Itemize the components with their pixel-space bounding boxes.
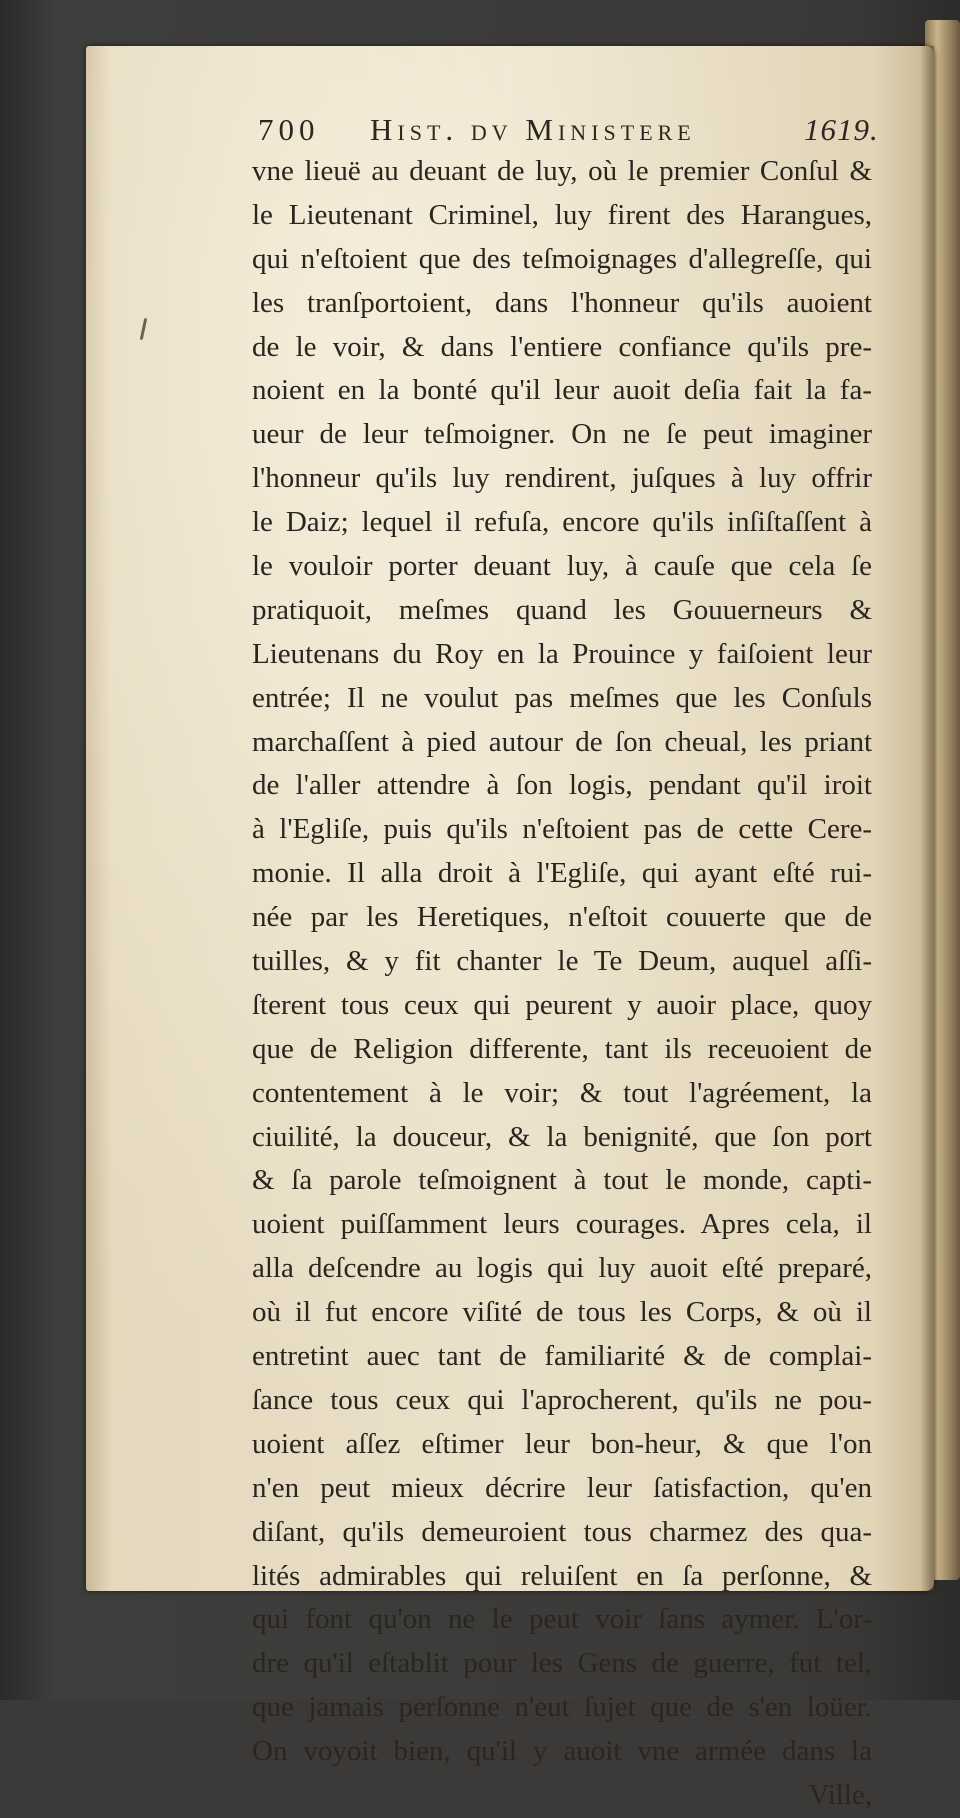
text-line: l'honneur qu'ils luy rendirent, juſques à luy offrir (252, 462, 872, 495)
text-line: que de Religion differente, tant ils receuoient de (252, 1032, 872, 1065)
text-line: pratiquoit, meſmes quand les Gouuerneurs & (252, 593, 872, 626)
text-line: de le voir, & dans l'entiere confiance qu'ils pre- (252, 330, 872, 363)
running-title: Hist. dv Ministere (370, 112, 696, 147)
text-line: de l'aller attendre à ſon logis, pendant qu'il iroit (252, 769, 872, 802)
page-gutter (920, 46, 934, 1591)
text-line: entretint auec tant de familiarité & de complai- (252, 1340, 872, 1373)
text-line: le vouloir porter deuant luy, à cauſe que cela ſe (252, 550, 872, 583)
text-line: n'en peut mieux décrire leur ſatisfaction, qu'en (252, 1471, 872, 1504)
text-line: On voyoit bien, qu'il y auoit vne armée dans la (252, 1735, 872, 1768)
text-line: lités admirables qui reluiſent en ſa perſonne, & (252, 1559, 872, 1592)
text-line: ueur de leur teſmoigner. On ne ſe peut imaginer (252, 418, 872, 451)
text-line: vne lieuë au deuant de luy, où le premier Conſul & (252, 155, 872, 187)
text-line: qui font qu'on ne le peut voir ſans aymer. L'or- (252, 1603, 872, 1636)
text-line: le Daiz; lequel il refuſa, encore qu'ils inſiſtaſſent à (252, 506, 872, 539)
text-line: entrée; Il ne voulut pas meſmes que les Conſuls (252, 681, 872, 714)
text-line: que jamais perſonne n'eut ſujet que de s'en loüer. (252, 1691, 872, 1724)
page-header (258, 112, 888, 152)
text-line: & ſa parole teſmoignent à tout le monde, capti- (252, 1164, 872, 1197)
text-line: monie. Il alla droit à l'Egliſe, qui ayant eſté rui- (252, 857, 872, 890)
text-line: dre qu'il eſtablit pour les Gens de guerre, fut tel, (252, 1647, 872, 1680)
page-number: 700 (258, 112, 320, 147)
text-line: Lieutenans du Roy en la Prouince y faiſoient leur (252, 637, 872, 670)
text-line: tuilles, & y fit chanter le Te Deum, auquel aſſi- (252, 945, 872, 978)
text-line: le Lieutenant Criminel, luy firent des Harangues, (252, 198, 872, 231)
text-line: diſant, qu'ils demeuroient tous charmez des qua- (252, 1515, 872, 1548)
text-line: marchaſſent à pied autour de ſon cheual, les priant (252, 725, 872, 758)
text-line: les tranſportoient, dans l'honneur qu'ils auoient (252, 286, 872, 319)
text-line: Ville, (808, 1778, 872, 1811)
year-marker: 1619. (804, 112, 879, 147)
text-line: qui n'eſtoient que des teſmoignages d'allegreſſe, qui (252, 242, 872, 275)
text-line: où il fut encore viſité de tous les Corps, & où il (252, 1296, 872, 1329)
text-line: ciuilité, la douceur, & la benignité, que ſon port (252, 1120, 872, 1153)
text-line: à l'Egliſe, puis qu'ils n'eſtoient pas de cette Cere- (252, 813, 872, 846)
text-line: née par les Heretiques, n'eſtoit couuerte que de (252, 901, 872, 934)
body-text (252, 150, 882, 1818)
text-line: uoient aſſez eſtimer leur bon-heur, & que l'on (252, 1427, 872, 1460)
text-line: noient en la bonté qu'il leur auoit deſia fait la fa- (252, 374, 872, 407)
text-line: uoient puiſſamment leurs courages. Apres cela, il (252, 1208, 872, 1241)
text-line: ſterent tous ceux qui peurent y auoir place, quoy (252, 988, 872, 1021)
text-line: alla deſcendre au logis qui luy auoit eſté preparé, (252, 1252, 872, 1285)
text-line: ſance tous ceux qui l'aprocherent, qu'ils ne pou- (252, 1383, 872, 1416)
text-line: contentement à le voir; & tout l'agréement, la (252, 1076, 872, 1109)
